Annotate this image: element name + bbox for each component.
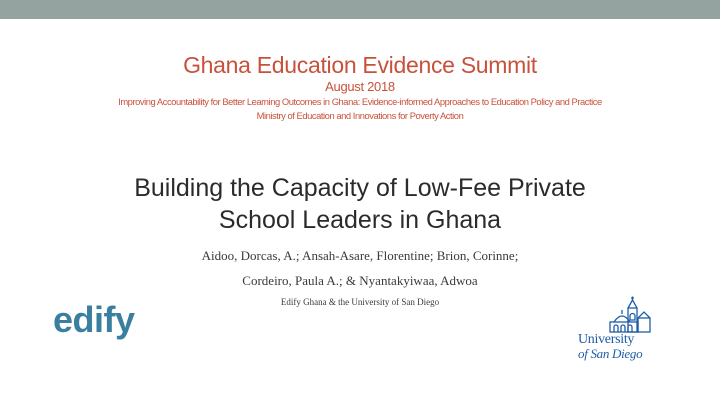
usd-logo-line-1: University (578, 332, 635, 347)
presentation-title-line-1: Building the Capacity of Low-Fee Private (134, 174, 586, 202)
authors-line-2: Cordeiro, Paula A.; & Nyantakyiwaa, Adwoa (242, 273, 478, 288)
summit-title: Ghana Education Evidence Summit (183, 52, 537, 78)
summit-date: August 2018 (325, 79, 395, 94)
summit-subtitle: Improving Accountability for Better Learning Outcomes in Ghana: Evidence-informed Approaches to Education Policy and Practice (118, 96, 602, 107)
presentation-title-line-2: School Leaders in Ghana (218, 206, 502, 234)
edify-logo: edify (53, 299, 135, 340)
authors-line-1: Aidoo, Dorcas, A.; Ansah-Asare, Florentine; Brion, Corinne; (201, 248, 519, 263)
summit-ministry: Ministry of Education and Innovations for Poverty Action (256, 110, 464, 121)
usd-logo-line-2: of San Diego (578, 346, 643, 361)
presentation-title (0, 172, 720, 236)
top-bar (0, 0, 720, 19)
affiliation: Edify Ghana & the University of San Diego (280, 297, 440, 307)
